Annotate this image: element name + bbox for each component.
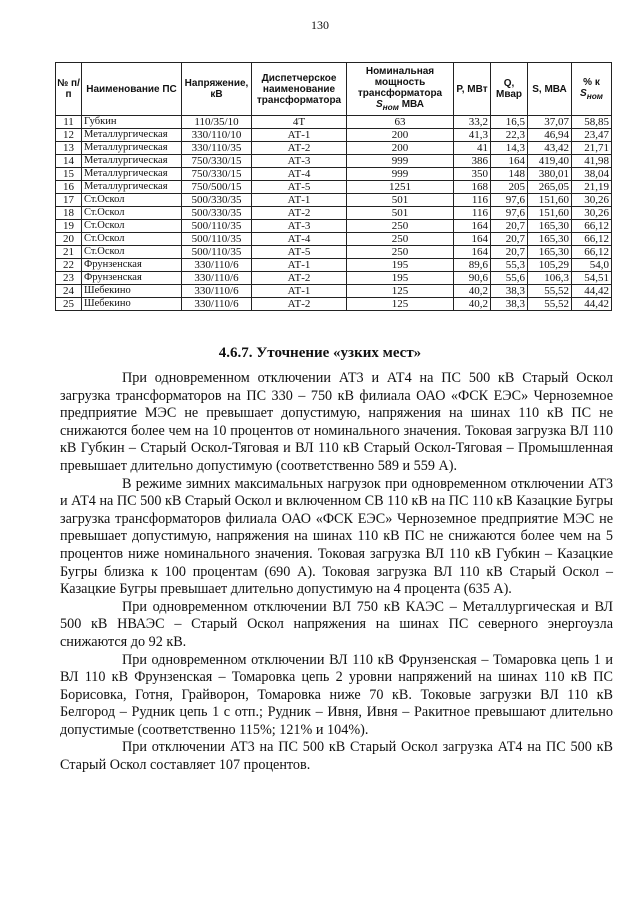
cell-voltage: 500/110/35 xyxy=(182,220,252,233)
cell-transformer: АТ-3 xyxy=(252,155,347,168)
cell-snom: 195 xyxy=(347,259,454,272)
cell-p: 116 xyxy=(454,194,491,207)
cell-p: 33,2 xyxy=(454,116,491,129)
cell-substation: Шебекино xyxy=(82,285,182,298)
cell-snom: 63 xyxy=(347,116,454,129)
cell-snom: 999 xyxy=(347,155,454,168)
table-row xyxy=(56,168,612,181)
cell-s: 106,3 xyxy=(528,272,572,285)
cell-s: 151,60 xyxy=(528,194,572,207)
cell-p: 41,3 xyxy=(454,129,491,142)
page-number: 130 xyxy=(311,18,329,32)
header-percent-text: % к xyxy=(583,76,600,88)
cell-q: 20,7 xyxy=(491,233,528,246)
header-name: Наименование ПС xyxy=(82,63,182,116)
paragraph: В режиме зимних максимальных нагрузок при одновременном отключении АТ3 и АТ4 на ПС 500 кВ Старый Оскол и включенном СВ 110 кВ на ПС 110 кВ Казацкие Бугры загрузка трансформаторов филиала ОАО «ФСК ЕЭС» Черноземное предприятие МЭС не превышает допустимую, напряжения на шинах 110 кВ ПС не снижаются более чем на 5 процентов ниже номинального значения. Токовая загрузка ВЛ 110 кВ Губкин – Казацкие Бугры близка к 100 процентам (690 А). Токовая загрузка ВЛ 110 кВ Старый Оскол – Казацкие Бугры превышает длительно допустимую на 4 процента (635 А). xyxy=(60,475,613,598)
cell-voltage: 750/330/15 xyxy=(182,168,252,181)
cell-p: 164 xyxy=(454,246,491,259)
header-q: Q, Мвар xyxy=(491,63,528,116)
cell-num: 21 xyxy=(56,246,82,259)
cell-p: 41 xyxy=(454,142,491,155)
header-percent-symbol: S xyxy=(580,87,587,99)
header-p: P, МВт xyxy=(454,63,491,116)
cell-percent: 54,0 xyxy=(572,259,612,272)
cell-p: 164 xyxy=(454,220,491,233)
cell-percent: 54,51 xyxy=(572,272,612,285)
cell-num: 16 xyxy=(56,181,82,194)
cell-voltage: 500/110/35 xyxy=(182,233,252,246)
cell-s: 165,30 xyxy=(528,220,572,233)
cell-voltage: 500/330/35 xyxy=(182,194,252,207)
cell-substation: Металлургическая xyxy=(82,155,182,168)
cell-s: 265,05 xyxy=(528,181,572,194)
cell-s: 55,52 xyxy=(528,298,572,311)
cell-q: 148 xyxy=(491,168,528,181)
cell-percent: 66,12 xyxy=(572,233,612,246)
cell-voltage: 750/500/15 xyxy=(182,181,252,194)
table-row xyxy=(56,116,612,129)
cell-substation: Губкин xyxy=(82,116,182,129)
cell-snom: 250 xyxy=(347,220,454,233)
table-row xyxy=(56,259,612,272)
cell-s: 43,42 xyxy=(528,142,572,155)
cell-p: 40,2 xyxy=(454,285,491,298)
paragraph: При отключении АТ3 на ПС 500 кВ Старый Оскол загрузка АТ4 на ПС 500 кВ Старый Оскол составляет 107 процентов. xyxy=(60,739,613,774)
cell-substation: Металлургическая xyxy=(82,181,182,194)
header-s: S, МВА xyxy=(528,63,572,116)
table-row xyxy=(56,129,612,142)
cell-voltage: 330/110/35 xyxy=(182,142,252,155)
cell-q: 20,7 xyxy=(491,246,528,259)
cell-voltage: 110/35/10 xyxy=(182,116,252,129)
cell-snom: 200 xyxy=(347,142,454,155)
cell-voltage: 330/110/10 xyxy=(182,129,252,142)
section-title: 4.6.7. Уточнение «узких мест» xyxy=(218,345,422,361)
cell-snom: 1251 xyxy=(347,181,454,194)
cell-p: 90,6 xyxy=(454,272,491,285)
cell-percent: 21,19 xyxy=(572,181,612,194)
paragraph: При одновременном отключении ВЛ 110 кВ Фрунзенская – Томаровка цепь 1 и ВЛ 110 кВ Фрунзенская – Томаровка цепь 2 уровни напряжений на шинах 110 кВ ПС Борисовка, Готня, Грайворон, Томаровка ниже 70 кВ. Токовые загрузки ВЛ 110 кВ Белгород – Рудник цепь 1 с отп.; Рудник – Ивня, Ивня – Ракитное превышают длительно допустимые (соответственно 115%; 121% и 104%). xyxy=(60,651,613,738)
header-voltage: Напряжение, кВ xyxy=(182,63,252,116)
cell-substation: Фрунзенская xyxy=(82,272,182,285)
cell-transformer: АТ-1 xyxy=(252,129,347,142)
table-row xyxy=(56,246,612,259)
cell-voltage: 330/110/6 xyxy=(182,285,252,298)
cell-snom: 250 xyxy=(347,233,454,246)
header-num: № п/п xyxy=(56,63,82,116)
table-row xyxy=(56,233,612,246)
cell-num: 23 xyxy=(56,272,82,285)
cell-num: 13 xyxy=(56,142,82,155)
body-text xyxy=(60,370,613,775)
cell-num: 17 xyxy=(56,194,82,207)
cell-transformer: АТ-1 xyxy=(252,285,347,298)
cell-transformer: АТ-2 xyxy=(252,272,347,285)
cell-substation: Фрунзенская xyxy=(82,259,182,272)
cell-snom: 250 xyxy=(347,246,454,259)
header-power-symbol: S xyxy=(375,98,383,110)
cell-transformer: АТ-4 xyxy=(252,233,347,246)
table-body xyxy=(56,116,612,311)
cell-q: 164 xyxy=(491,155,528,168)
cell-q: 22,3 xyxy=(491,129,528,142)
cell-p: 164 xyxy=(454,233,491,246)
cell-s: 55,52 xyxy=(528,285,572,298)
cell-s: 419,40 xyxy=(528,155,572,168)
table-row xyxy=(56,220,612,233)
cell-transformer: АТ-5 xyxy=(252,181,347,194)
cell-substation: Ст.Оскол xyxy=(82,220,182,233)
cell-s: 105,29 xyxy=(528,259,572,272)
cell-substation: Ст.Оскол xyxy=(82,194,182,207)
cell-transformer: АТ-2 xyxy=(252,298,347,311)
cell-transformer: АТ-3 xyxy=(252,220,347,233)
cell-substation: Металлургическая xyxy=(82,168,182,181)
cell-percent: 21,71 xyxy=(572,142,612,155)
table-row xyxy=(56,285,612,298)
cell-q: 97,6 xyxy=(491,194,528,207)
table-row xyxy=(56,142,612,155)
transformer-load-table xyxy=(55,62,612,311)
cell-s: 46,94 xyxy=(528,129,572,142)
cell-num: 19 xyxy=(56,220,82,233)
header-percent-subscript: ном xyxy=(586,90,603,101)
table-row xyxy=(56,207,612,220)
cell-num: 20 xyxy=(56,233,82,246)
cell-s: 37,07 xyxy=(528,116,572,129)
cell-percent: 41,98 xyxy=(572,155,612,168)
cell-s: 165,30 xyxy=(528,233,572,246)
cell-p: 168 xyxy=(454,181,491,194)
cell-snom: 501 xyxy=(347,194,454,207)
cell-voltage: 330/110/6 xyxy=(182,272,252,285)
cell-snom: 125 xyxy=(347,298,454,311)
cell-snom: 999 xyxy=(347,168,454,181)
cell-snom: 195 xyxy=(347,272,454,285)
cell-transformer: АТ-1 xyxy=(252,194,347,207)
cell-s: 380,01 xyxy=(528,168,572,181)
cell-substation: Ст.Оскол xyxy=(82,246,182,259)
table-row xyxy=(56,298,612,311)
cell-q: 14,3 xyxy=(491,142,528,155)
cell-percent: 58,85 xyxy=(572,116,612,129)
cell-s: 165,30 xyxy=(528,246,572,259)
cell-snom: 501 xyxy=(347,207,454,220)
header-dispatch: Диспетчерское наименование трансформатора xyxy=(252,63,347,116)
header-percent xyxy=(572,63,612,116)
cell-transformer: АТ-2 xyxy=(252,207,347,220)
header-power-unit: МВА xyxy=(398,98,424,110)
cell-transformer: АТ-5 xyxy=(252,246,347,259)
cell-transformer: АТ-4 xyxy=(252,168,347,181)
cell-num: 24 xyxy=(56,285,82,298)
table-row xyxy=(56,155,612,168)
cell-voltage: 330/110/6 xyxy=(182,298,252,311)
cell-percent: 44,42 xyxy=(572,285,612,298)
cell-q: 20,7 xyxy=(491,220,528,233)
cell-num: 15 xyxy=(56,168,82,181)
cell-substation: Металлургическая xyxy=(82,142,182,155)
cell-percent: 38,04 xyxy=(572,168,612,181)
cell-q: 55,6 xyxy=(491,272,528,285)
cell-q: 16,5 xyxy=(491,116,528,129)
cell-num: 18 xyxy=(56,207,82,220)
cell-transformer: АТ-1 xyxy=(252,259,347,272)
cell-voltage: 330/110/6 xyxy=(182,259,252,272)
cell-num: 14 xyxy=(56,155,82,168)
cell-percent: 23,47 xyxy=(572,129,612,142)
cell-transformer: 4Т xyxy=(252,116,347,129)
table-row xyxy=(56,181,612,194)
cell-percent: 66,12 xyxy=(572,246,612,259)
cell-voltage: 500/110/35 xyxy=(182,246,252,259)
cell-q: 97,6 xyxy=(491,207,528,220)
cell-q: 205 xyxy=(491,181,528,194)
cell-transformer: АТ-2 xyxy=(252,142,347,155)
cell-percent: 44,42 xyxy=(572,298,612,311)
cell-num: 22 xyxy=(56,259,82,272)
cell-voltage: 500/330/35 xyxy=(182,207,252,220)
header-power xyxy=(347,63,454,116)
cell-q: 38,3 xyxy=(491,285,528,298)
cell-percent: 30,26 xyxy=(572,207,612,220)
cell-substation: Шебекино xyxy=(82,298,182,311)
cell-q: 38,3 xyxy=(491,298,528,311)
cell-p: 40,2 xyxy=(454,298,491,311)
cell-q: 55,3 xyxy=(491,259,528,272)
cell-s: 151,60 xyxy=(528,207,572,220)
cell-substation: Ст.Оскол xyxy=(82,233,182,246)
cell-num: 25 xyxy=(56,298,82,311)
paragraph: При одновременном отключении АТ3 и АТ4 на ПС 500 кВ Старый Оскол загрузка трансформаторов на ПС 330 – 750 кВ филиала ОАО «ФСК ЕЭС» Черноземное предприятие МЭС не превышает допустимую, напряжения на шинах 110 кВ ПС не снижаются более чем на 10 процентов от номинального значения. Токовая загрузка ВЛ 110 кВ Губкин – Старый Оскол-Тяговая и ВЛ 110 кВ Старый Оскол-Тяговая – Промышленная превышает длительно допустимую (соответственно 589 и 559 А). xyxy=(60,370,613,474)
cell-p: 350 xyxy=(454,168,491,181)
table-row xyxy=(56,272,612,285)
cell-substation: Металлургическая xyxy=(82,129,182,142)
cell-snom: 200 xyxy=(347,129,454,142)
cell-p: 116 xyxy=(454,207,491,220)
header-power-text: Номинальная мощность трансформатора xyxy=(357,65,443,99)
cell-percent: 30,26 xyxy=(572,194,612,207)
cell-p: 89,6 xyxy=(454,259,491,272)
paragraph: При одновременном отключении ВЛ 750 кВ КАЭС – Металлургическая и ВЛ 500 кВ НВАЭС – Старый Оскол напряжения на шинах ПС северного энергоузла снижаются до 92 кВ. xyxy=(60,598,613,650)
cell-voltage: 750/330/15 xyxy=(182,155,252,168)
cell-substation: Ст.Оскол xyxy=(82,207,182,220)
cell-snom: 125 xyxy=(347,285,454,298)
table-row xyxy=(56,194,612,207)
header-power-subscript: ном xyxy=(382,101,399,112)
cell-num: 11 xyxy=(56,116,82,129)
cell-num: 12 xyxy=(56,129,82,142)
cell-percent: 66,12 xyxy=(572,220,612,233)
cell-p: 386 xyxy=(454,155,491,168)
table-header-row xyxy=(56,63,612,116)
